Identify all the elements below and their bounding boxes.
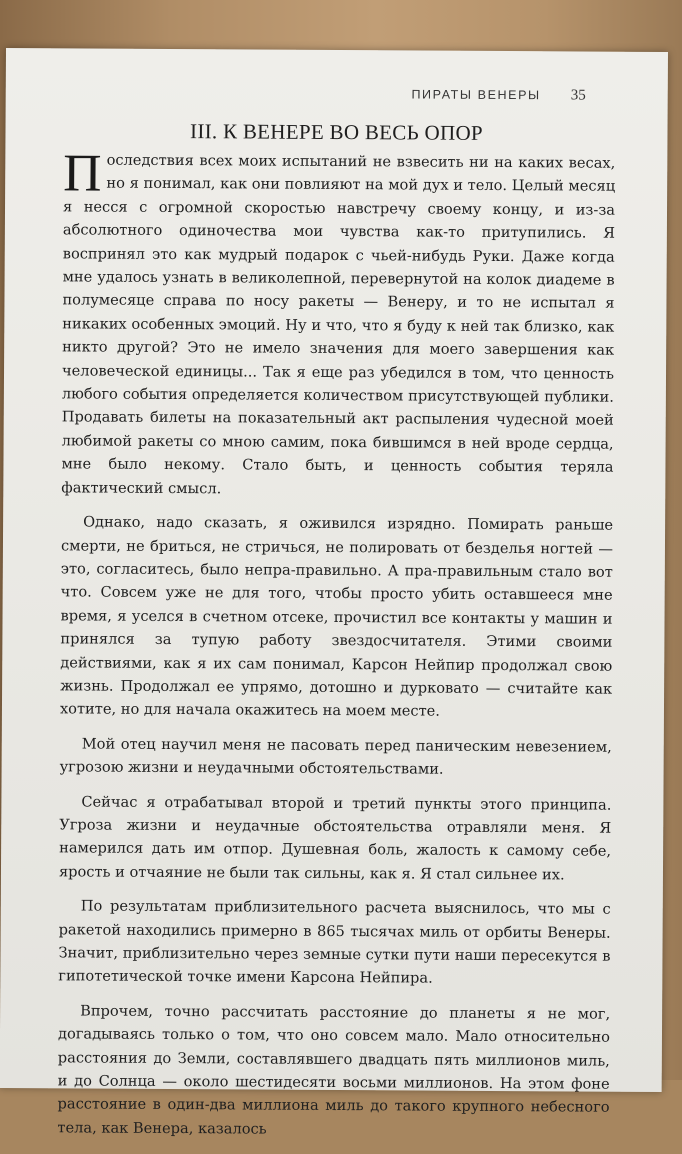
paragraph: Сейчас я отрабатывал второй и третий пункты этого принципа. Угроза жизни и неудачные обстоятельства отравляли меня. Я намерился дать им отпор. Душевная боль, жалость к самому себе, ярость и отчаяние не были так сильны, как я. Я стал сильнее их. xyxy=(58,793,612,884)
chapter-title: III. К ВЕНЕРЕ ВО ВЕСЬ ОПОР xyxy=(189,119,484,145)
book-page xyxy=(0,48,668,1138)
page-number: 35 xyxy=(570,87,586,104)
paragraph-text: оследствия всех моих испытаний не взвесить ни на каких весах, но я понимал, как они повлияют на мой дух и тело. Целый месяц я несся с огромной скоростью навстречу своему концу, и из-за абсолютного одиночества мои чувства как-то притупились. Я воспринял это как мудрый подарок с чьей-нибудь Руки. Даже когда мне удалось узнать в великолепной, перевернутой на колок диадеме в полумесяце справа по носу ракеты — Венеру, и то не испытал я никаких особенных эмоций. Ну и что, что я буду к ней так близко, как никто другой? Это не имело значения для моего завершения как человеческой единицы... Так я еще раз убедился в том, что ценность любого события определяется количеством присутствующей публики. Продавать билеты на показательный акт распыления чудесной моей любимой ракеты со мною самим, пока бившимся в ней вроде сердца, мне было некому. Стало быть, и ценность события теряла фактический смысл. xyxy=(61,151,616,497)
paragraph: Впрочем, точно рассчитать расстояние до планеты я не мог, догадываясь только о том, что оно совсем мало. Мало относительно расстояния до Земли, составлявшего двадцать пять миллионов миль, и до Солнца — около шестидесяти восьми миллионов. На этом фоне расстояние в один-два миллиона миль до такого крупного небесного тела, как Венера, казалось xyxy=(57,1002,611,1138)
body-text xyxy=(57,144,616,1154)
drop-cap: П xyxy=(63,144,102,203)
running-title: ПИРАТЫ ВЕНЕРЫ xyxy=(411,87,541,103)
running-head xyxy=(411,86,585,104)
paragraph xyxy=(61,144,616,502)
paragraph: Мой отец научил меня не пасовать перед паническим невезением, угрозою жизни и неудачными обстоятельствами. xyxy=(59,735,612,778)
paragraph: Однако, надо сказать, я оживился изрядно. Помирать раньше смерти, не бриться, не стричься, не полировать от безделья ногтей — это, согласитесь, было непра-правильно. А пра-правильным стало вот что. Совсем уже не для того, чтобы просто убить оставшееся мне время, я уселся в счетном отсеке, прочистил все контакты у машин и принялся за тупую работу звездосчитателя. Этими своими действиями, как я их сам понимал, Карсон Нейпир продолжал свою жизнь. Продолжал ее упрямо, дотошно и дурковато — считайте как хотите, но для начала окажитесь на моем месте. xyxy=(59,513,614,720)
paragraph: По результатам приблизительного расчета выяснилось, что мы с ракетой находились примерно в 865 тысячах миль от орбиты Венеры. Значит, приблизительно через земные сутки пути наши пересекутся в гипотетической точке имени Карсона Нейпира. xyxy=(58,897,611,988)
